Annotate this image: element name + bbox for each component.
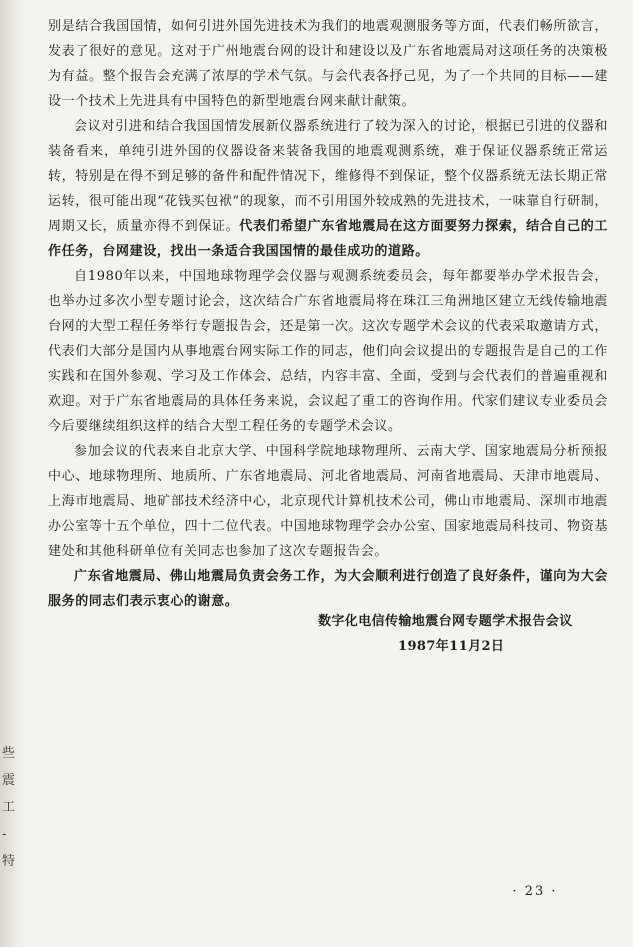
margin-char: 些 xyxy=(2,746,16,761)
paragraph-4: 参加会议的代表来自北京大学、中国科学院地球物理所、云南大学、国家地震局分析预报中心、地球物理所、地质所、广东省地震局、河北省地震局、河南省地震局、天津市地震局、上海市地震局、地矿部技术经济中心，北京现代计算机技术公司，佛山市地震局、深圳市地震办公室等十五个单位，四十二位代表。中国地球物理学会办公室、国家地震局科技司、物资基建处和其他科研单位有关同志也参加了这次专题报告会。 xyxy=(48,444,608,559)
body-text xyxy=(48,14,608,614)
margin-char: 特 xyxy=(2,854,16,869)
signature-date: 1987年11月2日 xyxy=(398,639,505,654)
facing-page-margin-text xyxy=(2,740,22,875)
signature-block xyxy=(318,609,608,659)
paragraph-3: 自1980年以来，中国地球物理学会仪器与观测系统委员会，每年都要举办学术报告会，也举办过多次小型专题讨论会，这次结合广东省地震局将在珠江三角洲地区建立无线传输地震台网的大型工程任务举行专题报告会，还是第一次。这次专题学术会议的代表采取邀请方式，代表们大部分是国内从事地震台网实际工作的同志，他们向会议提出的专题报告是自己的工作实践和在国外参观、学习及工作体会、总结，内容丰富、全面，受到与会代表们的普遍重视和欢迎。对于广东省地震局的具体任务来说，会议起了重工的咨询作用。代家们建议专业委员会今后要继续组织这样的结合大型工程任务的专题学术会议。 xyxy=(48,269,608,434)
paragraph-1: 别是结合我国国情，如何引进外国先进技术为我们的地震观测服务等方面，代表们畅所欲言，发表了很好的意见。这对于广州地震台网的设计和建设以及广东省地震局对这项任务的决策极为有益。整个报告会充满了浓厚的学术气氛。与会代表各抒己见，为了一个共同的目标——建设一个技术上先进具有中国特色的新型地震台网来献计献策。 xyxy=(48,19,608,109)
signature-organization: 数字化电信传输地震台网专题学术报告会议 xyxy=(318,614,573,629)
paragraph-2: 会议对引进和结合我国国情发展新仪器系统进行了较为深入的讨论，根据已引进的仪器和装备看来，单纯引进外国的仪器设备来装备我国的地震观测系统，难于保证仪器系统正常运转，特别是在得不到足够的备件和配件情况下，维修得不到保证，整个仪器系统无法长期正常运转，很可能出现“花钱买包袱”的现象，而不引用国外较成熟的先进技术，一味靠自行研制，周期又长，质量亦得不到保证。代表们希望广东省地震局在这方面要努力探索，结合自己的工作任务，台网建设，找出一条适合我国国情的最佳成功的道路。 xyxy=(48,119,609,259)
margin-char: - xyxy=(2,827,7,842)
page-number: · 23 · xyxy=(512,884,558,899)
margin-char: 工 xyxy=(2,800,16,815)
paragraph-5: 广东省地震局、佛山地震局负责会务工作，为大会顺利进行创造了良好条件，谨向为大会服务的同志们表示衷心的谢意。 xyxy=(48,569,608,609)
paragraph-2-emphasis: 代表们希望广东省地震局在这方面要努力探索，结合自己的工作任务，台网建设，找出一条适合我国国情的最佳成功的道路。 xyxy=(48,219,609,259)
margin-char: 震 xyxy=(2,773,16,788)
